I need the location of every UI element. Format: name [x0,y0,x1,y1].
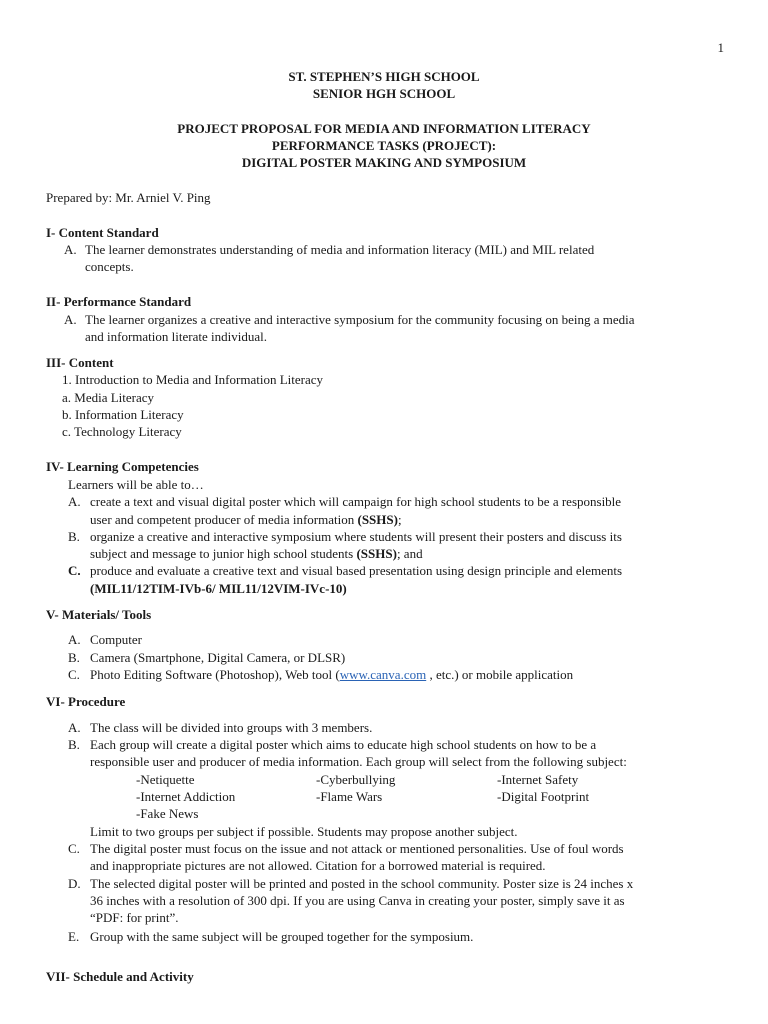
procedure-d-cont2: “PDF: for print”. [90,910,179,925]
procedure-b: Each group will create a digital poster which aims to educate high school students on how to be a [90,737,597,752]
procedure-d: The selected digital poster will be printed and posted in the school community. Poster size is 24 inches x [90,876,634,891]
material-camera: Camera (Smartphone, Digital Camera, or DLSR) [90,650,346,665]
content-item: c. Technology Literacy [62,424,182,439]
procedure-d-cont: 36 inches with a resolution of 300 dpi. If you are using Canva in creating your poster, simply save it as [90,893,625,908]
item-label: A. [64,242,77,257]
subject-item: -Flame Wars [316,789,383,804]
page-number: 1 [717,40,724,55]
procedure-c-cont: and inappropriate pictures are not allowed. Citation for a borrowed material is required. [90,858,546,873]
school-name: ST. STEPHEN’S HIGH SCHOOL [288,69,480,84]
item-label: D. [68,876,81,891]
material-software: Photo Editing Software (Photoshop), Web tool (www.canva.com , etc.) or mobile application [90,667,574,682]
item-label: B. [68,650,80,665]
competency-a-cont: user and competent producer of media information (SSHS); [90,512,402,527]
section-2-heading: II- Performance Standard [46,294,192,309]
content-item: a. Media Literacy [62,390,155,405]
subject-item: -Netiquette [136,772,195,787]
item-label: A. [68,494,81,509]
title-line-1: PROJECT PROPOSAL FOR MEDIA AND INFORMATION LITERACY [177,121,591,136]
competency-c: produce and evaluate a creative text and visual based presentation using design principle and elements [90,563,623,578]
section-4-intro: Learners will be able to… [68,477,204,492]
competency-a: create a text and visual digital poster which will campaign for high school students to be a responsible [90,494,622,509]
section-5-heading: V- Materials/ Tools [46,607,152,622]
school-header [0,68,768,102]
section-2-item-a-cont: and information literate individual. [85,329,267,344]
title-line-3: DIGITAL POSTER MAKING AND SYMPOSIUM [241,155,527,170]
section-6-heading: VI- Procedure [46,694,126,709]
title-line-2: PERFORMANCE TASKS (PROJECT): [271,138,497,153]
content-item: b. Information Literacy [62,407,184,422]
item-label: C. [68,667,80,682]
procedure-b-limit: Limit to two groups per subject if possible. Students may propose another subject. [90,824,518,839]
content-item: 1. Introduction to Media and Information Literacy [62,372,324,387]
item-label: E. [68,929,80,944]
procedure-a: The class will be divided into groups with 3 members. [90,720,373,735]
section-3-heading: III- Content [46,355,114,370]
section-1-item-a-cont: concepts. [85,259,134,274]
subject-item: -Fake News [136,806,199,821]
item-label: A. [68,720,81,735]
material-computer: Computer [90,632,142,647]
section-1-heading: I- Content Standard [46,225,159,240]
competency-code: (MIL11/12TIM-IVb-6/ MIL11/12VIM-IVc-10) [90,581,347,596]
procedure-e: Group with the same subject will be grouped together for the symposium. [90,929,474,944]
procedure-b-cont: responsible user and producer of media information. Each group will select from the following subject: [90,754,627,769]
subject-item: -Internet Safety [497,772,579,787]
section-4-heading: IV- Learning Competencies [46,459,199,474]
item-label: A. [64,312,77,327]
section-1-item-a: The learner demonstrates understanding of media and information literacy (MIL) and MIL related [85,242,595,257]
section-2-item-a: The learner organizes a creative and interactive symposium for the community focusing on being a media [85,312,635,327]
subject-item: -Digital Footprint [497,789,590,804]
procedure-c: The digital poster must focus on the issue and not attack or mentioned personalities. Use of foul words [90,841,624,856]
prepared-by: Prepared by: Mr. Arniel V. Ping [46,190,211,205]
school-division: SENIOR HGH SCHOOL [312,86,456,101]
competency-b: organize a creative and interactive symposium where students will present their posters and discuss its [90,529,622,544]
subject-item: -Cyberbullying [316,772,396,787]
item-label: B. [68,737,80,752]
canva-link[interactable]: www.canva.com [339,667,427,682]
item-label: C. [68,841,80,856]
document-title [0,120,768,171]
competency-b-cont: subject and message to junior high school students (SSHS); and [90,546,423,561]
subject-item: -Internet Addiction [136,789,236,804]
item-label: C. [68,563,81,578]
item-label: A. [68,632,81,647]
section-7-heading: VII- Schedule and Activity [46,969,194,984]
item-label: B. [68,529,80,544]
